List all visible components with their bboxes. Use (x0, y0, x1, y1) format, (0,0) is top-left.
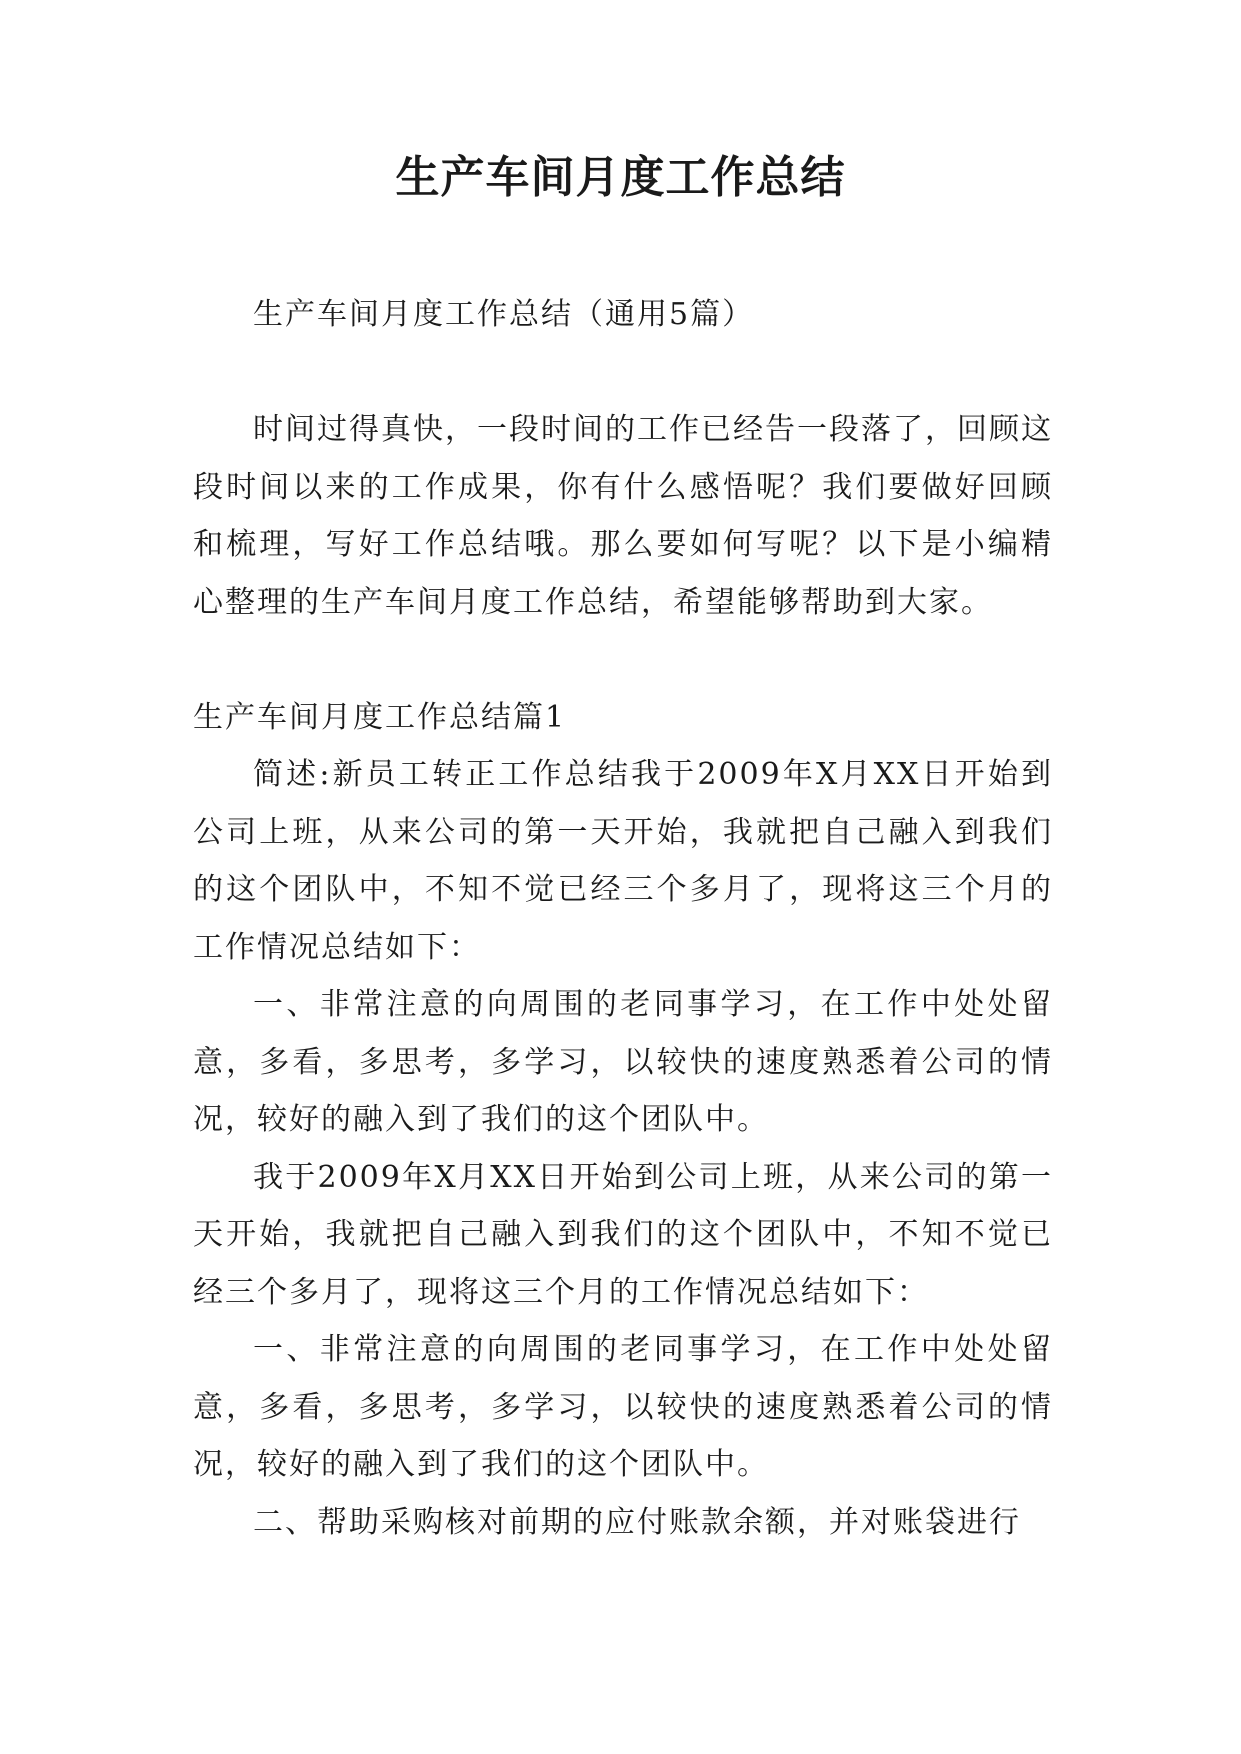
document-subtitle: 生产车间月度工作总结（通用5篇） (253, 297, 755, 332)
intro-paragraph: 时间过得真快，一段时间的工作已经告一段落了，回顾这段时间以来的工作成果，你有什么感悟呢？我们要做好回顾和梳理，写好工作总结哦。那么要如何写呢？以下是小编精心整理的生产车间月度工作总结，希望能够帮助到大家。 (193, 412, 1053, 620)
body-paragraph: 二、帮助采购核对前期的应付账款余额，并对账袋进行 (253, 1504, 1021, 1540)
body-paragraph: 简述:新员工转正工作总结我于2009年X月XX日开始到公司上班，从来公司的第一天开始，我就把自己融入到我们的这个团队中，不知不觉已经三个多月了，现将这三个月的工作情况总结如下： (193, 757, 1053, 965)
body-paragraph: 一、非常注意的向周围的老同事学习，在工作中处处留意，多看，多思考，多学习，以较快的速度熟悉着公司的情况，较好的融入到了我们的这个团队中。 (193, 1332, 1053, 1482)
document-body (193, 286, 1053, 1551)
body-paragraph: 我于2009年X月XX日开始到公司上班，从来公司的第一天开始，我就把自己融入到我们的这个团队中，不知不觉已经三个多月了，现将这三个月的工作情况总结如下： (193, 1159, 1053, 1310)
body-paragraph: 一、非常注意的向周围的老同事学习，在工作中处处留意，多看，多思考，多学习，以较快的速度熟悉着公司的情况，较好的融入到了我们的这个团队中。 (193, 987, 1053, 1137)
document-title: 生产车间月度工作总结 (395, 152, 846, 203)
section-heading: 生产车间月度工作总结篇1 (193, 699, 567, 735)
